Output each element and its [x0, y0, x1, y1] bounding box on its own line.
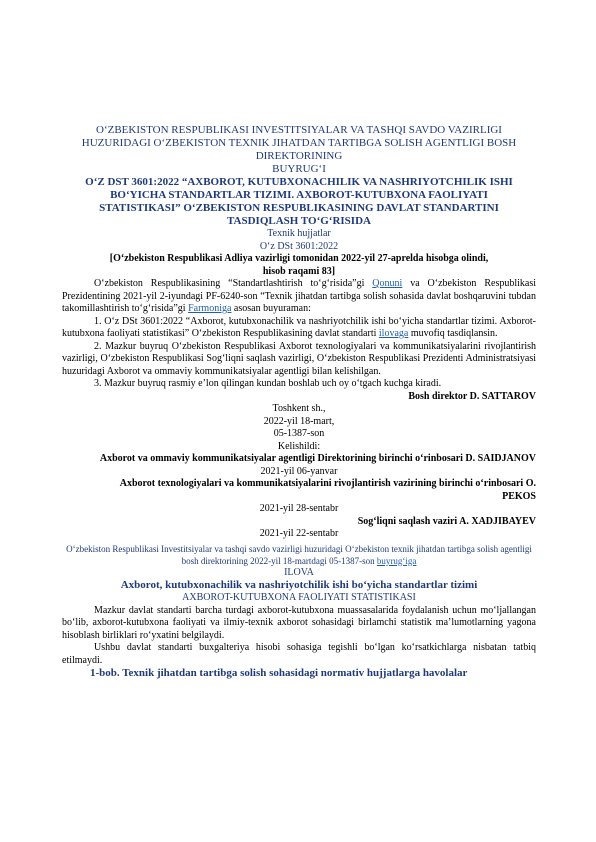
ministry-line-1: O‘ZBEKISTON RESPUBLIKASI INVESTITSIYALAR VA TASHQI SAVDO VAZIRLIGI [96, 124, 502, 136]
registration-line-1: [O‘zbekiston Respublikasi Adliya vazirligi tomonidan 2022-yil 27-aprelda hisobga olindi, [109, 253, 489, 264]
decree-link[interactable]: Farmoniga [188, 303, 232, 314]
order-item-2: 2. Mazkur buyruq O‘zbekiston Respublikasi Axborot texnologiyalari va kommunikatsiyalarini rivojlantirish vazirligi, O‘zbekiston Respublikasi Sog‘liqni saqlash vazirligi, O‘zbekiston Respublikasi Prezidenti Administratsiyasi huzuridagi Axborot va ommaviy kommunikatsiyalar agentligi bilan kelishilgan. [62, 340, 536, 377]
agreement-1-date: 2021-yil 06-yanvar [260, 465, 338, 477]
agreement-3-date: 2021-yil 22-sentabr [259, 528, 339, 539]
document-title [62, 176, 536, 228]
signer: Bosh direktor D. SATTAROV [408, 390, 536, 402]
appendix-title-2: AXBOROT-KUTUBXONA FAOLIYATI STATISTIKASI [182, 592, 416, 603]
agreement-3-title: Sog‘liqni saqlash vaziri A. XADJIBAYEV [357, 515, 536, 527]
title-line-4: TASDIQLASH TO‘G‘RISIDA [227, 215, 371, 227]
ministry-line-2: HUZURIDAGI O‘ZBEKISTON TEXNIK JIHATDAN TARTIBGA SOLISH AGENTLIGI BOSH [81, 137, 517, 149]
preamble-text-a: O‘zbekiston Respublikasining “Standartlashtirish to‘g‘risida”gi [94, 278, 373, 289]
appendix-paragraph-1: Mazkur davlat standarti barcha turdagi axborot-kutubxona muassasalarida foydalanish uchun mo‘ljallangan bo‘lib, axborot-kutubxona faoliyati va ilmiy-texnik axborot sohasidagi birlamchi statistik ma’lumotlarning yagona hisoblash birliklari ro‘yxatini belgilaydi. [62, 604, 536, 641]
agreement-2-date: 2021-yil 28-sentabr [259, 503, 339, 514]
doc-type: BUYRUG‘I [272, 163, 326, 175]
appendix-note [62, 543, 536, 567]
law-link[interactable]: Qonuni [372, 278, 403, 289]
place: Toshkent sh., [272, 403, 326, 414]
agreement-2-title: Axborot texnologiyalari va kommunikatsiyalarini rivojlantirish vazirining birinchi o‘rinbosari O. PEKOS [119, 478, 536, 502]
preamble-text-b: va O‘zbekiston Respublikasi Prezidentining 2021-yil 2-iyundagi PF-6240-son “Texnik jihatdan tartibga solish sohasida davlat boshqaruvini tubdan takomillashtirish to‘g‘risida”gi [62, 278, 537, 314]
ministry-line-3: DIREKTORINING [255, 150, 343, 162]
ministry-heading [62, 124, 536, 163]
preamble-paragraph [62, 278, 536, 316]
title-line-3: STATISTIKASI” O‘ZBEKISTON RESPUBLIKASINING DAVLAT STANDARTINI [99, 202, 499, 214]
order-date: 2022-yil 18-mart, [263, 415, 335, 427]
item1-text-a: 1. O‘z DSt 3601:2022 “Axborot, kutubxonachilik va nashriyotchilik ishi bo‘yicha standartlar tizimi. Axborot-kutubxona faoliyati statistikasi” O‘zbekiston Respublikasining davlat standarti [62, 315, 536, 339]
order-item-3: 3. Mazkur buyruq rasmiy e’lon qilingan kundan boshlab uch oy o‘tgach kuchga kiradi. [94, 378, 442, 389]
appendix-paragraph-2: Ushbu davlat standarti buxgalteriya hisobi sohasiga tegishli bo‘lgan ko‘rsatkichlarga nisbatan tatbiq etilmaydi. [62, 642, 536, 666]
title-line-2: BO‘YICHA STANDARTLAR TIZIMI. AXBOROT-KUTUBXONA FAOLIYATI [110, 189, 488, 201]
document-page [62, 124, 536, 680]
appendix-link[interactable]: ilovaga [378, 328, 409, 339]
order-link[interactable]: buyrug‘iga [376, 555, 417, 566]
chapter-1-heading: 1-bob. Texnik jihatdan tartibga solish sohasidagi normativ hujjatlarga havolalar [90, 667, 468, 679]
agreed-label: Kelishildi: [277, 440, 321, 452]
appendix-title-1: Axborot, kutubxonachilik va nashriyotchilik ishi bo‘yicha standartlar tizimi [120, 579, 478, 591]
order-number: 05-1387-son [273, 428, 325, 439]
preamble-text-c: asosan buyuraman: [231, 303, 311, 314]
title-line-1: O‘Z DST 3601:2022 “AXBOROT, KUTUBXONACHILIK VA NASHRIYOTCHILIK ISHI [85, 176, 513, 188]
document-code: O‘z DSt 3601:2022 [259, 240, 339, 252]
order-item-1 [62, 316, 536, 341]
registration-note [62, 253, 536, 278]
appendix-note-text: O‘zbekiston Respublikasi Investitsiyalar va tashqi savdo vazirligi huzuridagi O‘zbekiston texnik jihatdan tartibga solish agentligi bosh direktorining 2022-yil 18-martdagi 05-1387-son [66, 543, 532, 566]
appendix-label: ILOVA [284, 566, 314, 578]
document-subtype: Texnik hujjatlar [267, 228, 331, 239]
agreement-1-title: Axborot va ommaviy kommunikatsiyalar agentligi Direktorining birinchi o‘rinbosari D. SAIDJANOV [99, 453, 536, 464]
item1-text-b: muvofiq tasdiqlansin. [408, 328, 498, 339]
registration-line-2: hisob raqami 83] [262, 265, 336, 277]
